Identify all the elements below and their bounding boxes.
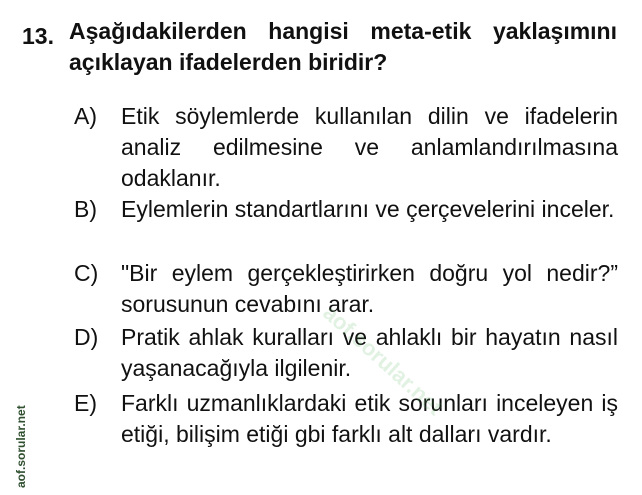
option-d-letter: D) bbox=[74, 324, 99, 350]
option-b-text: Eylemlerin standartlarını ve çerçevelerini inceler. bbox=[121, 196, 615, 222]
option-a-letter: A) bbox=[74, 103, 97, 129]
option-e-text: Farklı uzmanlıklardaki etik sorunları inceleyen iş etiği, bilişim etiği gbi farklı alt dalları vardır. bbox=[121, 390, 618, 447]
option-c-text: "Bir eylem gerçekleştirirken doğru yol nedir?” sorusunun cevabını arar. bbox=[121, 260, 618, 317]
option-a-text: Etik söylemlerde kullanılan dilin ve ifadelerin analiz edilmesine ve anlamlandırılmasına odaklanır. bbox=[121, 103, 618, 191]
watermark-diagonal: aof.sorular.net bbox=[318, 300, 448, 421]
question-number: 13. bbox=[22, 23, 54, 49]
watermark-side: aof.sorular.net bbox=[14, 405, 28, 488]
option-d-text: Pratik ahlak kuralları ve ahlaklı bir hayatın nasıl yaşanacağıyla ilgilenir. bbox=[121, 324, 618, 381]
option-b-letter: B) bbox=[74, 196, 97, 222]
question-stem: Aşağıdakilerden hangisi meta-etik yaklaşımını açıklayan ifadelerden biridir? bbox=[69, 18, 617, 75]
option-c-letter: C) bbox=[74, 260, 99, 286]
option-e-letter: E) bbox=[74, 390, 97, 416]
